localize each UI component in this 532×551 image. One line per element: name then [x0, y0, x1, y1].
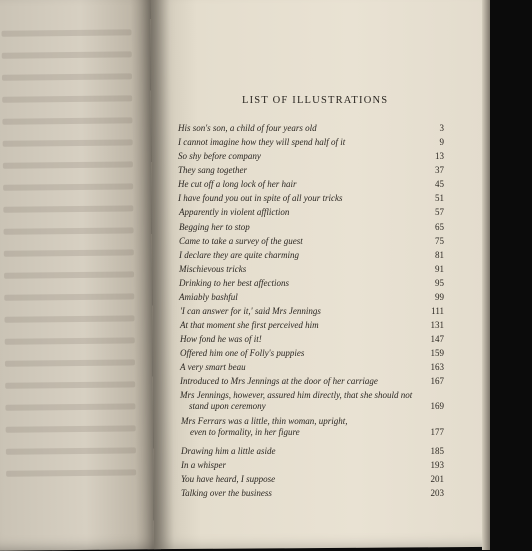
illustration-title: You have heard, I suppose	[181, 474, 276, 484]
illustration-title: Mrs Jennings, however, assured him directly, that she should not	[180, 390, 413, 400]
illustration-page-number: 75	[435, 236, 444, 246]
illustration-page-number: 51	[435, 193, 444, 203]
illustration-page-number: 37	[435, 165, 444, 175]
illustration-page-number: 65	[435, 222, 444, 232]
illustration-page-number: 177	[430, 427, 444, 437]
illustration-title: Amiably bashful	[179, 292, 238, 302]
illustration-page-number: 203	[430, 488, 444, 498]
illustration-page-number: 167	[430, 376, 444, 386]
illustration-title: How fond he was of it!	[180, 334, 262, 344]
illustration-page-number: 57	[435, 207, 444, 217]
illustration-page-number: 13	[435, 151, 444, 161]
illustration-title: Apparently in violent affliction	[179, 207, 290, 217]
illustration-page-number: 99	[435, 292, 444, 302]
illustration-title: His son's son, a child of four years old	[178, 123, 317, 133]
illustration-title: So shy before company	[178, 151, 261, 161]
left-page	[0, 0, 161, 551]
illustration-page-number: 193	[430, 460, 444, 470]
illustration-title-continued: even to formality, in her figure	[190, 427, 300, 437]
illustration-title: I have found you out in spite of all your tricks	[178, 193, 343, 203]
illustration-title: He cut off a long lock of her hair	[178, 179, 297, 189]
illustration-title: Introduced to Mrs Jennings at the door of her carriage	[180, 376, 378, 386]
illustration-page-number: 95	[435, 278, 444, 288]
page-edge	[482, 0, 490, 550]
illustration-page-number: 3	[439, 123, 444, 133]
illustration-page-number: 9	[439, 137, 444, 147]
illustration-title: Drawing him a little aside	[181, 446, 276, 456]
illustration-page-number: 111	[431, 306, 444, 316]
page-heading: LIST OF ILLUSTRATIONS	[242, 95, 389, 106]
illustration-page-number: 81	[435, 250, 444, 260]
illustration-title-continued: stand upon ceremony	[189, 401, 266, 411]
illustration-page-number: 163	[430, 362, 444, 372]
illustration-page-number: 91	[435, 264, 444, 274]
illustration-title: Came to take a survey of the guest	[179, 236, 303, 246]
illustration-title: Mrs Ferrars was a little, thin woman, upright,	[181, 416, 348, 426]
illustration-page-number: 45	[435, 179, 444, 189]
illustration-title: Mischievous tricks	[179, 264, 247, 274]
illustration-title: I declare they are quite charming	[179, 250, 300, 260]
illustration-title: In a whisper	[181, 460, 226, 470]
illustration-title: They sang together	[178, 165, 247, 175]
illustration-page-number: 159	[430, 348, 444, 358]
illustration-title: I cannot imagine how they will spend half of it	[178, 137, 346, 147]
illustration-title: At that moment she first perceived him	[180, 320, 319, 330]
illustration-title: Offered him one of Folly's puppies	[180, 348, 305, 358]
illustration-page-number: 131	[430, 320, 444, 330]
illustration-page-number: 169	[430, 401, 444, 411]
illustration-page-number: 201	[430, 474, 444, 484]
illustration-title: Talking over the business	[181, 488, 272, 498]
illustration-title: 'I can answer for it,' said Mrs Jennings	[180, 306, 321, 316]
illustration-title: Drinking to her best affections	[179, 278, 289, 288]
illustration-title: A very smart beau	[180, 362, 246, 372]
illustration-title: Begging her to stop	[179, 222, 250, 232]
illustration-page-number: 185	[430, 446, 444, 456]
illustration-page-number: 147	[430, 334, 444, 344]
